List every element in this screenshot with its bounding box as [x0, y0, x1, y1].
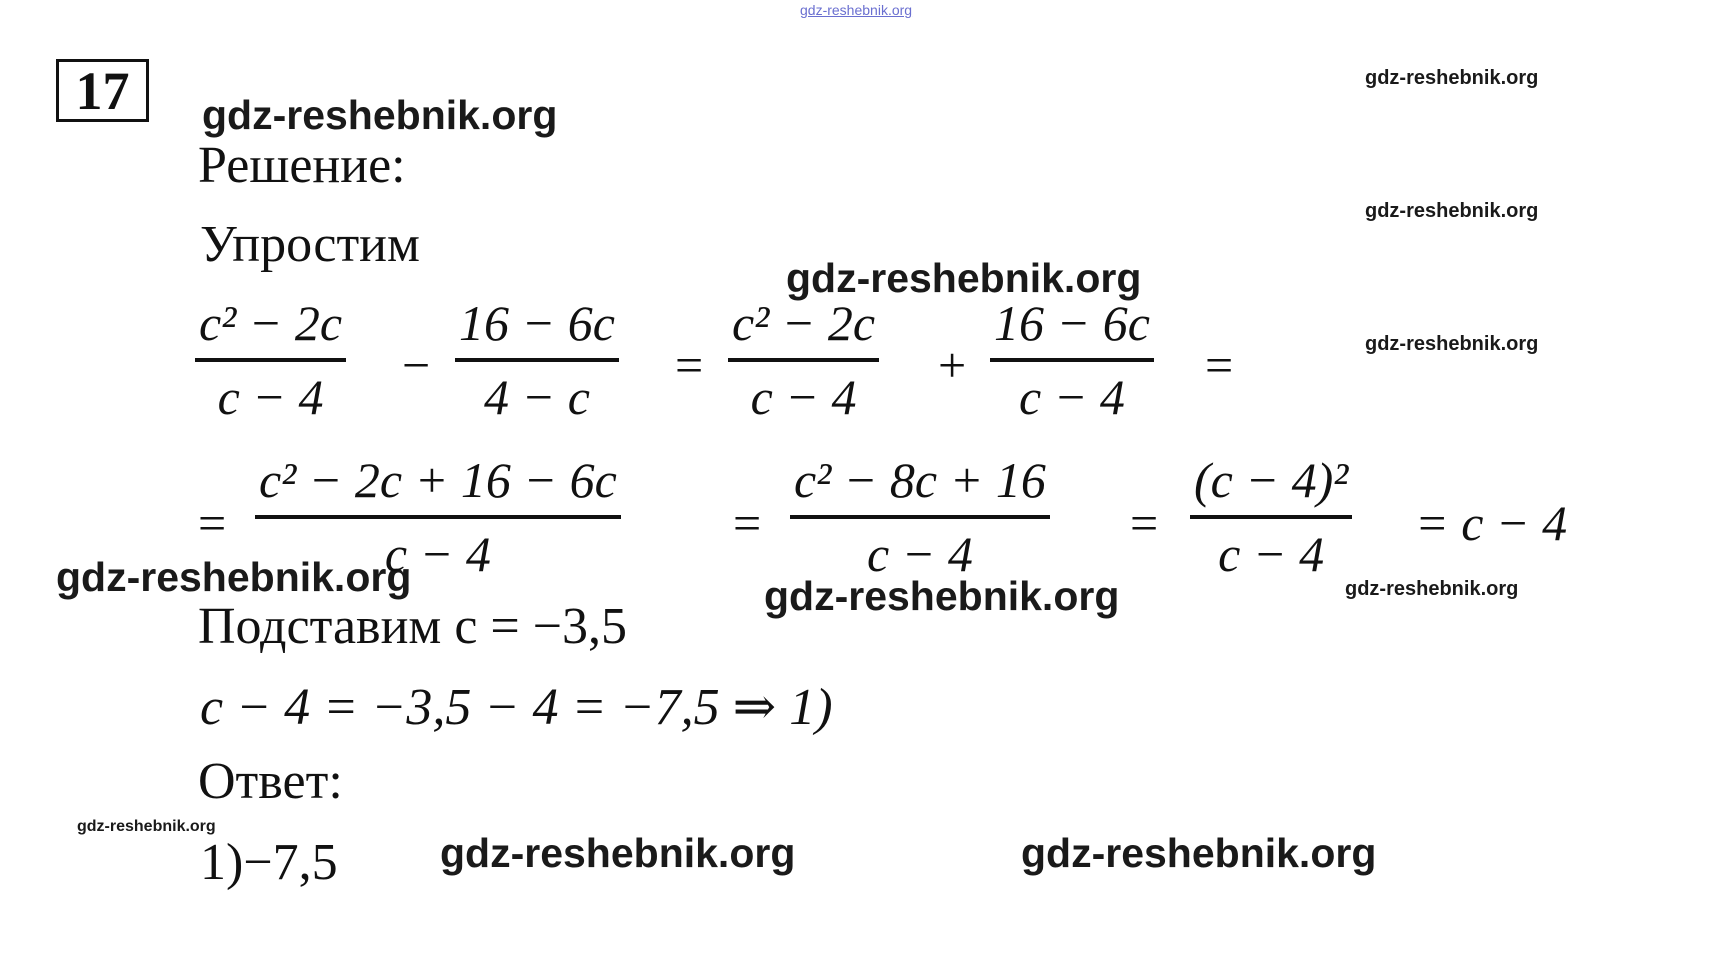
fraction-2: [455, 295, 619, 425]
expression-result: = c − 4: [1415, 495, 1568, 551]
fraction-denominator: c − 4: [384, 526, 491, 582]
watermark: gdz-reshebnik.org: [56, 554, 412, 600]
watermark: gdz-reshebnik.org: [1345, 578, 1519, 600]
fraction-numerator: 16 − 6c: [459, 295, 615, 351]
fraction-bar: [790, 515, 1050, 519]
fraction-4: [990, 295, 1154, 425]
task-number-box: [56, 59, 149, 122]
fraction-bar: [1190, 515, 1352, 519]
watermark: gdz-reshebnik.org: [764, 573, 1120, 619]
fraction-numerator: c² − 2c + 16 − 6c: [259, 452, 617, 508]
fraction-bar: [195, 358, 346, 362]
task-number: 17: [75, 60, 130, 121]
fraction-numerator: c² − 8c + 16: [794, 452, 1046, 508]
operator-equals: =: [733, 495, 762, 551]
fraction-numerator: (c − 4)²: [1194, 452, 1349, 508]
solution-heading: Решение:: [198, 137, 406, 194]
fraction-1: [195, 295, 346, 425]
substitute-label: Подставим c = −3,5: [198, 598, 628, 655]
fraction-denominator: c − 4: [750, 369, 857, 425]
fraction-7: [1190, 452, 1352, 582]
operator-equals: =: [1205, 337, 1234, 393]
fraction-3: [728, 295, 879, 425]
fraction-6: [790, 452, 1050, 582]
watermark: gdz-reshebnik.org: [1365, 200, 1539, 222]
watermark: gdz-reshebnik.org: [1021, 830, 1377, 876]
simplify-label: Упростим: [200, 216, 420, 273]
fraction-denominator: c − 4: [1218, 526, 1325, 582]
watermark: gdz-reshebnik.org: [77, 818, 216, 835]
fraction-bar: [728, 358, 879, 362]
calculation-line: c − 4 = −3,5 − 4 = −7,5 ⇒ 1): [200, 679, 833, 736]
operator-equals: =: [1130, 495, 1159, 551]
answer-label: Ответ:: [198, 753, 343, 810]
fraction-numerator: c² − 2c: [199, 295, 343, 351]
operator-plus: +: [938, 337, 967, 393]
watermark: gdz-reshebnik.org: [1365, 67, 1539, 89]
fraction-5: [255, 452, 621, 582]
fraction-bar: [455, 358, 619, 362]
watermark: gdz-reshebnik.org: [202, 92, 558, 138]
watermark: gdz-reshebnik.org: [1365, 333, 1539, 355]
fraction-denominator: 4 − c: [484, 369, 590, 425]
watermark: gdz-reshebnik.org: [786, 255, 1142, 301]
fraction-numerator: 16 − 6c: [994, 295, 1150, 351]
fraction-denominator: c − 4: [1019, 369, 1125, 425]
fraction-bar: [255, 515, 621, 519]
fraction-bar: [990, 358, 1154, 362]
operator-equals: =: [198, 495, 227, 551]
fraction-denominator: c − 4: [866, 526, 973, 582]
fraction-denominator: c − 4: [217, 369, 324, 425]
watermark-top[interactable]: gdz-reshebnik.org: [800, 2, 913, 18]
operator-equals: =: [675, 337, 704, 393]
answer-value: 1)−7,5: [200, 834, 338, 891]
watermark: gdz-reshebnik.org: [440, 830, 796, 876]
operator-minus: −: [402, 337, 431, 393]
fraction-numerator: c² − 2c: [732, 295, 876, 351]
